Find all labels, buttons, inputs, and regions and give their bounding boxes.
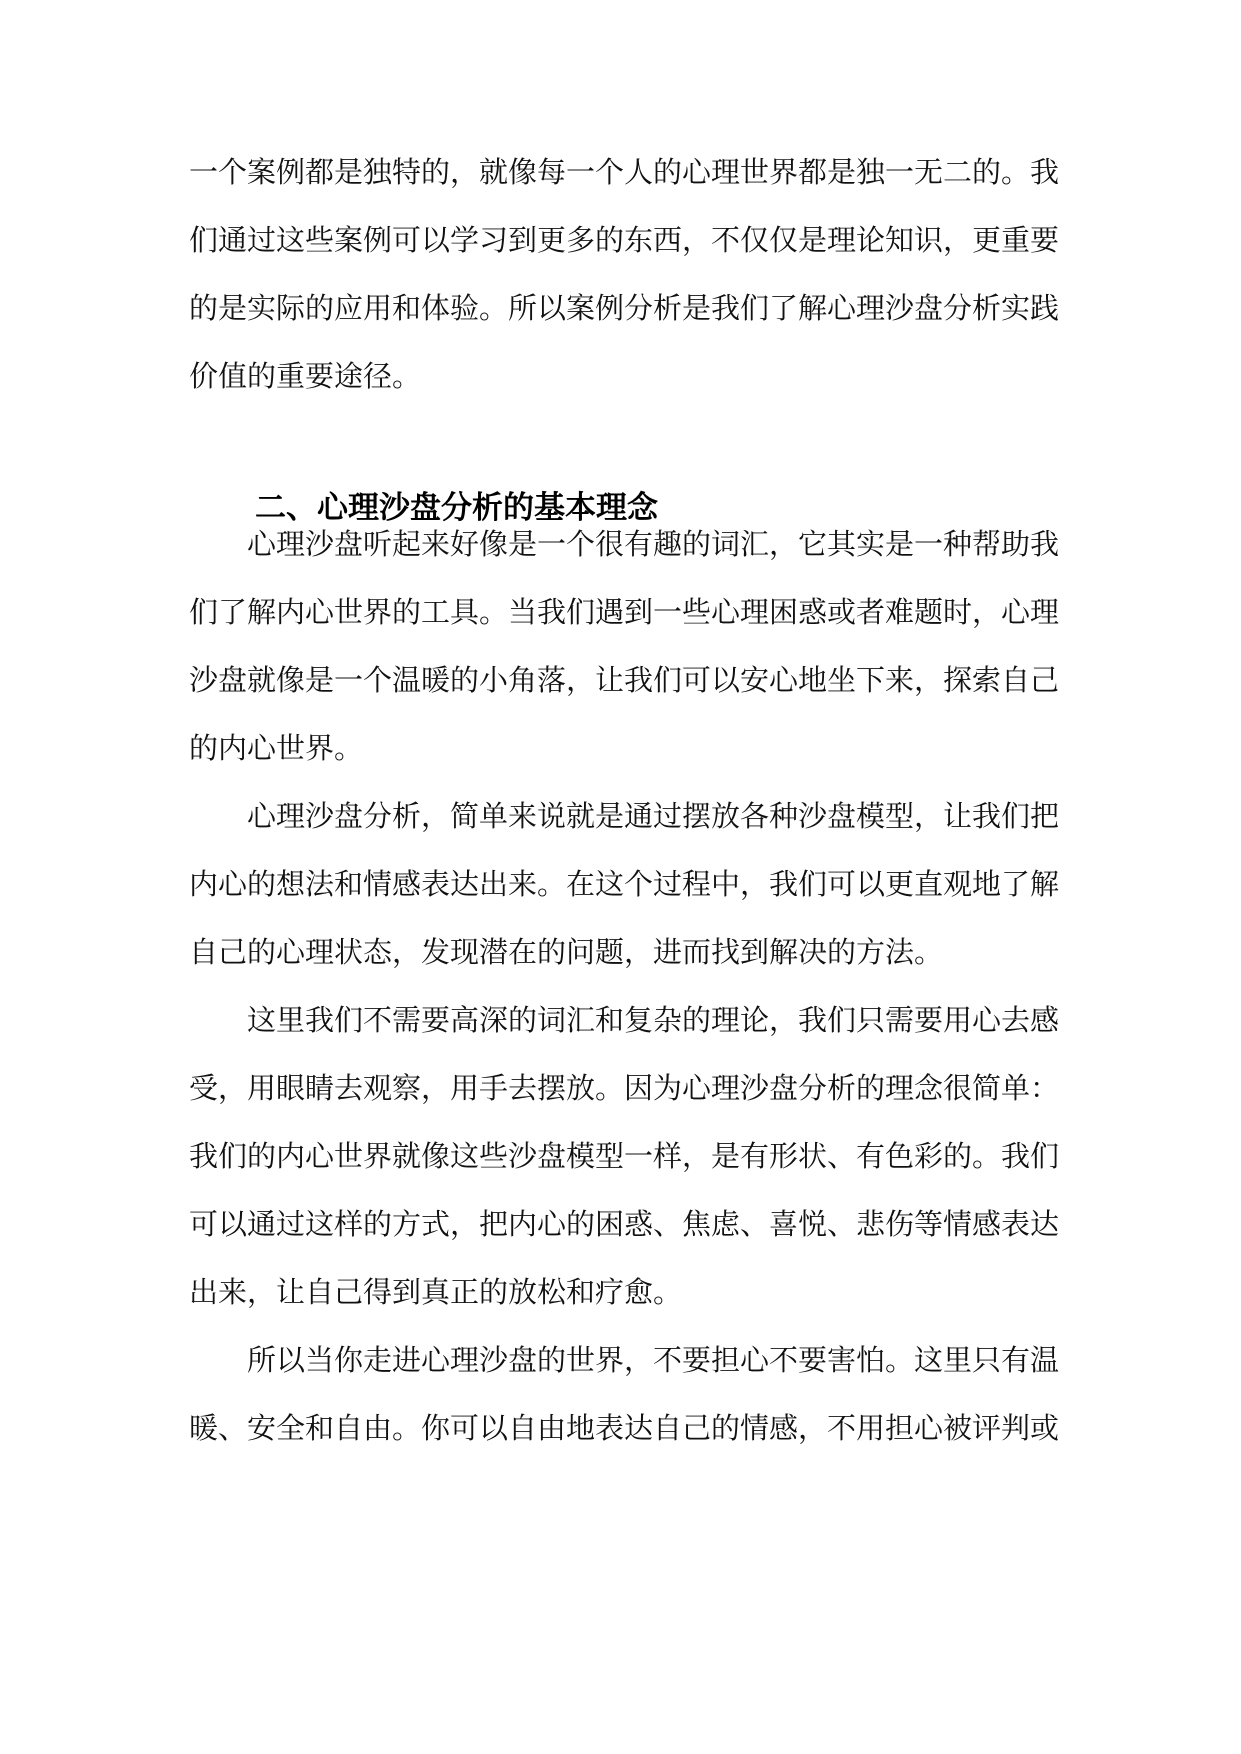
body-paragraph-1: 心理沙盘听起来好像是一个很有趣的词汇，它其实是一种帮助我们了解内心世界的工具。当我们遇到一些心理困惑或者难题时，心理沙盘就像是一个温暖的小角落，让我们可以安心地坐下来，探索自己的内心世界。: [189, 527, 1060, 765]
continuation-paragraph: 一个案例都是独特的，就像每一个人的心理世界都是独一无二的。我们通过这些案例可以学习到更多的东西，不仅仅是理论知识，更重要的是实际的应用和体验。所以案例分析是我们了解心理沙盘分析实践价值的重要途径。: [189, 155, 1060, 393]
body-section: [189, 510, 1059, 1462]
section-heading: 二、心理沙盘分析的基本理念: [255, 490, 658, 526]
body-paragraph-4: 所以当你走进心理沙盘的世界，不要担心不要害怕。这里只有温暖、安全和自由。你可以自由地表达自己的情感，不用担心被评判或: [189, 1343, 1060, 1445]
body-paragraph-2: 心理沙盘分析，简单来说就是通过摆放各种沙盘模型，让我们把内心的想法和情感表达出来。在这个过程中，我们可以更直观地了解自己的心理状态，发现潜在的问题，进而找到解决的方法。: [189, 799, 1060, 969]
body-paragraph-3: 这里我们不需要高深的词汇和复杂的理论，我们只需要用心去感受，用眼睛去观察，用手去摆放。因为心理沙盘分析的理念很简单：我们的内心世界就像这些沙盘模型一样，是有形状、有色彩的。我们可以通过这样的方式，把内心的困惑、焦虑、喜悦、悲伤等情感表达出来，让自己得到真正的放松和疗愈。: [189, 1003, 1060, 1309]
continuation-section: [189, 138, 1059, 410]
